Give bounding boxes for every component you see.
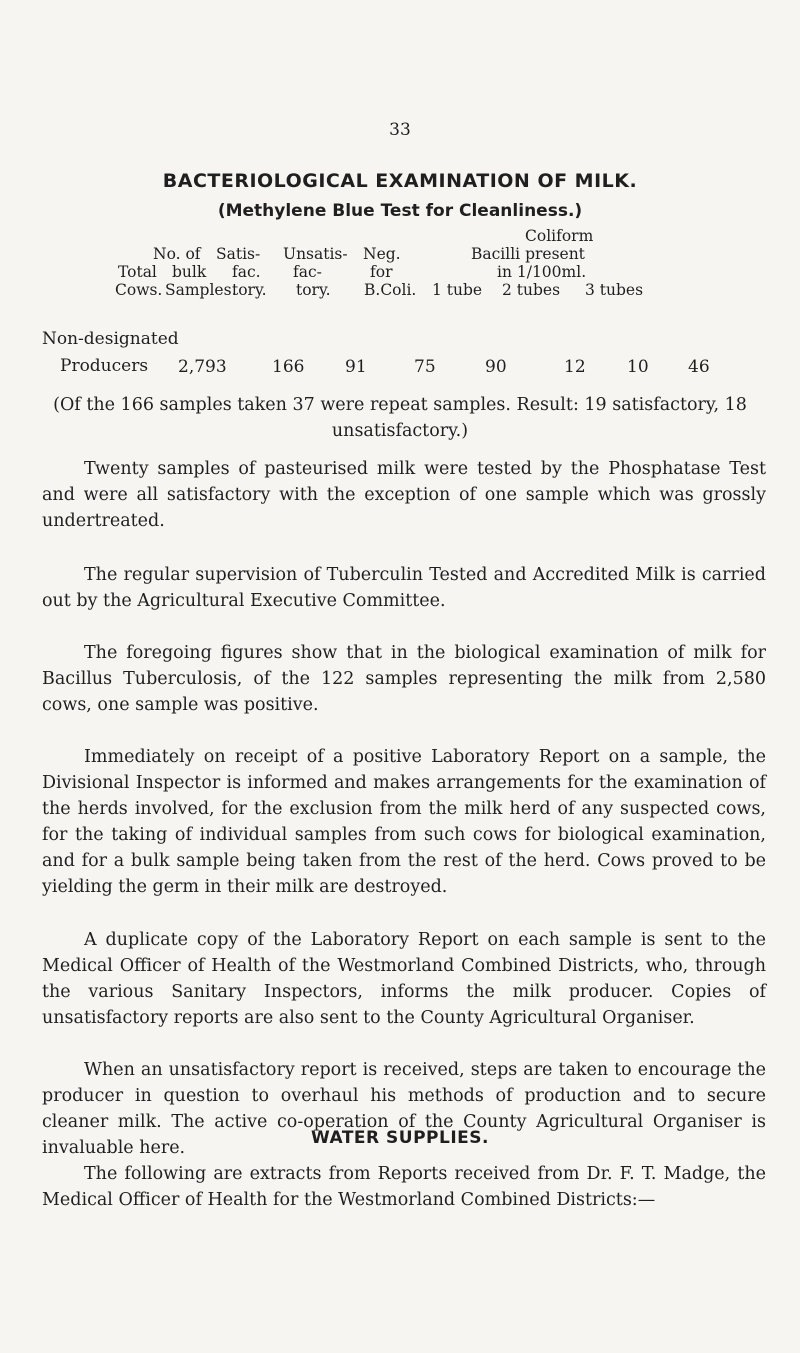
header-tory2: tory. bbox=[296, 281, 331, 299]
table-note: (Of the 166 samples taken 37 were repeat samples. Result: 19 satisfactory, 18 unsatisfactory.) bbox=[53, 395, 747, 441]
paragraph-5: A duplicate copy of the Laboratory Report on each sample is sent to the Medical Officer of Health of the Westmorland Combined Districts, who, through the various Sanitary Inspectors, informs the milk producer. Copies of unsatisfactory reports are also sent to the County Agricultural Organiser. bbox=[42, 930, 766, 1028]
cell-neg-bcoli: 90 bbox=[485, 357, 507, 377]
paragraph-3: The foregoing figures show that in the biological examination of milk for Bacillus Tuberculosis, of the 122 samples representing the milk from 2,580 cows, one sample was positive. bbox=[42, 643, 766, 715]
page-title: BACTERIOLOGICAL EXAMINATION OF MILK. bbox=[162, 170, 638, 192]
cell-bulk-samples: 166 bbox=[272, 357, 305, 377]
cell-3-tubes: 46 bbox=[688, 357, 710, 377]
header-tube2: 2 tubes bbox=[502, 281, 561, 299]
header-tory1: tory. bbox=[232, 281, 267, 299]
header-bulk: bulk bbox=[172, 263, 207, 281]
paragraph-1: Twenty samples of pasteurised milk were tested by the Phosphatase Test and were all satisfactory with the exception of one sample which was grossly undertreated. bbox=[42, 459, 766, 531]
header-samples: Samples. bbox=[165, 281, 237, 299]
cell-2-tubes: 10 bbox=[627, 357, 649, 377]
cell-unsatisfactory: 75 bbox=[414, 357, 436, 377]
header-fac2: fac- bbox=[293, 263, 322, 281]
header-total: Total bbox=[118, 263, 157, 281]
header-unsatis: Unsatis- bbox=[283, 245, 348, 263]
page-subtitle: (Methylene Blue Test for Cleanliness.) bbox=[217, 201, 583, 221]
paragraph-7: The following are extracts from Reports received from Dr. F. T. Madge, the Medical Officer of Health for the Westmorland Combined Districts:— bbox=[42, 1164, 766, 1210]
row-label-2: Producers bbox=[60, 356, 149, 376]
header-fac1: fac. bbox=[232, 263, 261, 281]
header-bcoli: B.Coli. bbox=[364, 281, 417, 299]
header-coliform: Coliform bbox=[525, 227, 594, 245]
header-neg: Neg. bbox=[363, 245, 401, 263]
cell-total-cows: 2,793 bbox=[178, 357, 227, 377]
cell-satisfactory: 91 bbox=[345, 357, 367, 377]
header-for: for bbox=[370, 263, 393, 281]
page-number: 33 bbox=[389, 120, 411, 140]
paragraph-6: When an unsatisfactory report is received, steps are taken to encourage the producer in question to overhaul his methods of production and to secure cleaner milk. The active co-operation of the County Agricultural Organiser is invaluable here. bbox=[42, 1060, 766, 1158]
paragraph-2: The regular supervision of Tuberculin Tested and Accredited Milk is carried out by the Agricultural Executive Committee. bbox=[42, 565, 766, 611]
row-label-1: Non-designated bbox=[42, 329, 179, 349]
header-tube3: 3 tubes bbox=[585, 281, 644, 299]
header-tube1: 1 tube bbox=[432, 281, 483, 299]
header-no-of: No. of bbox=[153, 245, 201, 263]
header-bacilli-present: Bacilli present bbox=[471, 245, 585, 263]
paragraph-4: Immediately on receipt of a positive Laboratory Report on a sample, the Divisional Inspector is informed and makes arrangements for the examination of the herds involved, for the exclusion from the milk herd of any suspected cows, for the taking of individual samples from such cows for biological examination, and for a bulk sample being taken from the rest of the herd. Cows proved to be yielding the germ in their milk are destroyed. bbox=[42, 747, 766, 897]
section-title-water-supplies: WATER SUPPLIES. bbox=[311, 1128, 489, 1148]
cell-1-tube: 12 bbox=[564, 357, 586, 377]
header-in-100ml: in 1/100ml. bbox=[497, 263, 587, 281]
header-cows: Cows. bbox=[115, 281, 163, 299]
header-satis: Satis- bbox=[216, 245, 261, 263]
